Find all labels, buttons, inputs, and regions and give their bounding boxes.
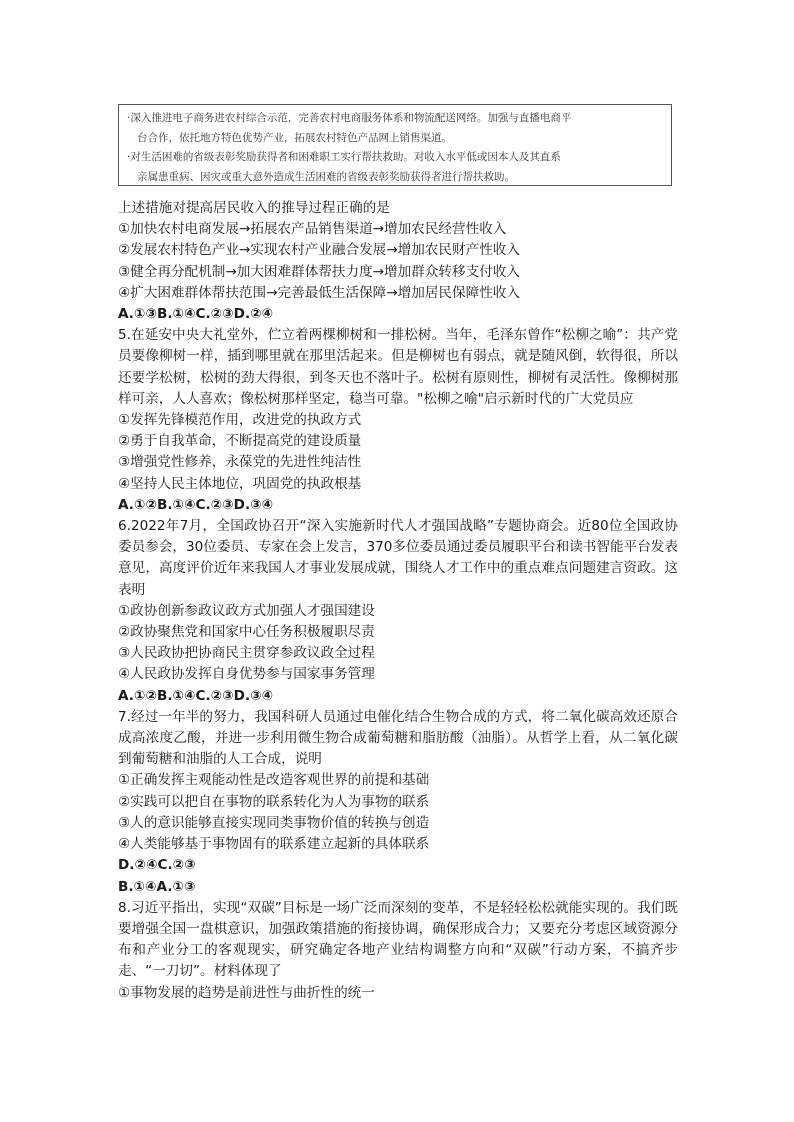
material-line: 亲属患重病、因灾或重大意外造成生活困难的省级表彰奖励获得者进行帮扶救助。 — [137, 170, 515, 183]
questions — [118, 198, 678, 1004]
option: ④人类能够基于事物固有的联系建立起新的具体联系 — [118, 836, 430, 853]
material-line: ·对生活困难的省级表彰奖励获得者和困难职工实行帮扶救助。对收入水平低或因本人及其直系 — [127, 151, 561, 163]
question-5-stem: 5.在延安中央大礼堂外，伫立着两棵柳树和一排松树。当年，毛泽东曾作“松柳之喻”：共产党员要像柳树一样，插到哪里就在那里活起来。但是柳树也有弱点，就是随风倒，软得很，所以还要学松树，松树的劲大得很，到冬天也不落叶子。松树有原则性，柳树有灵活性。像柳树那样可亲，人人喜欢；像松树那样坚定，稳当可靠。"松柳之喻"启示新时代的广大党员应 — [118, 327, 678, 407]
option: ③健全再分配机制→加大困难群体帮扶力度→增加群众转移支付收入 — [118, 263, 520, 280]
option: ②实践可以把自在事物的联系转化为人为事物的联系 — [118, 793, 430, 810]
option: ②政协聚焦党和国家中心任务积极履职尽责 — [118, 624, 375, 641]
question-4-stem: 上述措施对提高居民收入的推导过程正确的是 — [118, 200, 390, 216]
option: ④坚持人民主体地位，巩固党的执政根基 — [118, 475, 362, 492]
option: ③增强党性修养，永葆党的先进性纯洁性 — [118, 454, 362, 471]
option: ①加快农村电商发展→拓展农产品销售渠道→增加农民经营性收入 — [118, 221, 507, 238]
material-line: ·深入推进电子商务进农村综合示范，完善农村电商服务体系和物流配送网络。加强与直播电商平 — [127, 112, 572, 124]
material-line: 台合作，依托地方特色优势产业，拓展农村特色产品网上销售渠道。 — [137, 131, 452, 144]
answer-choices: A.①②B.①④C.②③D.③④ — [118, 496, 274, 513]
question-8-stem: 8.习近平指出，实现“双碳”目标是一场广泛而深刻的变革，不是轻轻松松就能实现的。我们既要增强全国一盘棋意识，加强政策措施的衔接协调，确保形成合力；又要充分考虑区域资源分布和产业分工的客观现实，研究确定各地产业结构调整方向和“双碳”行动方案，不搞齐步走、“一刀切”。材料体现了 — [118, 899, 678, 980]
question-7-stem: 7.经过一年半的努力，我国科研人员通过电催化结合生物合成的方式，将二氧化碳高效还原合成高浓度乙酸，并进一步利用微生物合成葡萄糖和脂肪酸（油脂）。从哲学上看，从二氧化碳到葡萄糖和油脂的人工合成，说明 — [118, 708, 678, 768]
option: ④扩大困难群体帮扶范围→完善最低生活保障→增加居民保障性收入 — [118, 284, 520, 301]
option: ①事物发展的趋势是前进性与曲折性的统一 — [118, 984, 375, 1001]
answer-choices: D.②④C.②③ — [118, 857, 196, 874]
answer-choices: A.①②B.①④C.②③D.③④ — [118, 687, 274, 704]
option: ③人的意识能够直接实现同类事物价值的转换与创造 — [118, 814, 430, 831]
option: ②发展农村特色产业→实现农村产业融合发展→增加农民财产性收入 — [118, 242, 520, 259]
option: ④人民政协发挥自身优势参与国家事务管理 — [118, 666, 375, 683]
material-box — [118, 104, 672, 186]
option: ③人民政协把协商民主贯穿参政议政全过程 — [118, 645, 375, 662]
answer-choices: A.①③B.①④C.②③D.②④ — [118, 306, 274, 323]
option: ①政协创新参政议政方式加强人才强国建设 — [118, 602, 375, 619]
option: ①发挥先锋模范作用，改进党的执政方式 — [118, 412, 362, 429]
option: ②勇于自我革命，不断提高党的建设质量 — [118, 433, 362, 450]
question-6-stem: 6.2022年7月，全国政协召开“深入实施新时代人才强国战略”专题协商会。近80位全国政协委员参会，30位委员、专家在会上发言，370多位委员通过委员履职平台和读书智能平台发表意见，高度评价近年来我国人才事业发展成就，围绕人才工作中的重点难点问题建言资政。这表明 — [118, 518, 678, 598]
answer-choices: B.①④A.①③ — [118, 878, 196, 895]
option: ①正确发挥主观能动性是改造客观世界的前提和基础 — [118, 772, 430, 789]
